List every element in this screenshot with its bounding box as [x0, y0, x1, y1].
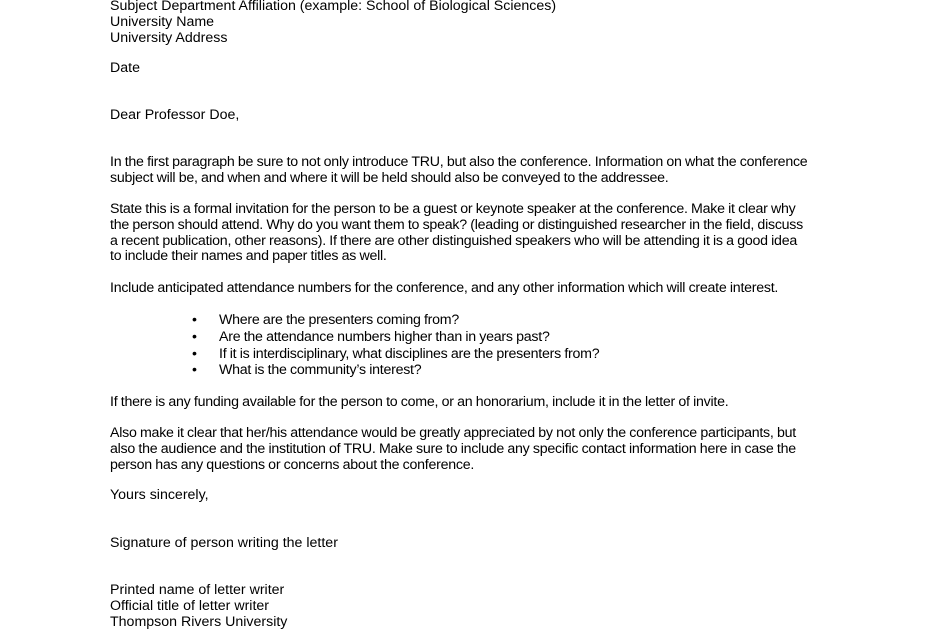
- paragraph-line: subject will be, and when and where it will be held should also be conveyed to the addressee.: [110, 169, 669, 186]
- paragraph-line: also the audience and the institution of TRU. Make sure to include any specific contact information here in case the: [110, 440, 796, 457]
- signer-official-title: Official title of letter writer: [110, 597, 269, 614]
- paragraph-line: a recent publication, other reasons). If there are other distinguished speakers who will be attending it is a good idea: [110, 232, 797, 249]
- paragraph-line: If there is any funding available for the person to come, or an honorarium, include it in the letter of invite.: [110, 394, 729, 410]
- list-item: [110, 329, 830, 346]
- signer-block: [110, 583, 287, 630]
- paragraph-line: to include their names and paper titles as well.: [110, 248, 387, 265]
- bullet-icon: •: [192, 362, 197, 379]
- paragraph-line: person has any questions or concerns about the conference.: [110, 456, 475, 473]
- paragraph-attendance: [110, 281, 778, 297]
- recipient-block: [110, 0, 556, 46]
- signature-line: Signature of person writing the letter: [110, 535, 338, 551]
- paragraph-line: In the first paragraph be sure to not only introduce TRU, but also the conference. Information on what the conference: [110, 154, 808, 170]
- signer-institution: Thompson Rivers University: [110, 613, 288, 630]
- interest-bullet-list: [110, 312, 830, 379]
- recipient-university-address: University Address: [110, 29, 228, 46]
- signer-printed-name: Printed name of letter writer: [110, 582, 285, 598]
- list-item-text: Where are the presenters coming from?: [219, 312, 460, 328]
- list-item: [110, 362, 830, 379]
- list-item: [110, 346, 830, 363]
- paragraph-line: Include anticipated attendance numbers for the conference, and any other information which will create interest.: [110, 280, 779, 296]
- salutation: Dear Professor Doe,: [110, 107, 240, 123]
- paragraph-line: State this is a formal invitation for the person to be a guest or keynote speaker at the conference. Make it clear why: [110, 201, 796, 217]
- list-item-text: Are the attendance numbers higher than in years past?: [219, 328, 550, 345]
- recipient-university-name: University Name: [110, 13, 215, 30]
- bullet-icon: •: [192, 312, 197, 328]
- paragraph-funding: [110, 395, 728, 411]
- letter-date: Date: [110, 60, 140, 76]
- paragraph-line: Also make it clear that her/his attendance would be greatly appreciated by not only the conference participants, but: [110, 425, 796, 441]
- bullet-icon: •: [192, 345, 197, 362]
- list-item-text: What is the community’s interest?: [219, 362, 422, 379]
- paragraph-line: the person should attend. Why do you want them to speak? (leading or distinguished researcher in the field, discuss: [110, 216, 803, 233]
- closing: Yours sincerely,: [110, 487, 209, 503]
- recipient-department: Subject Department Affiliation (example: School of Biological Sciences): [110, 0, 557, 14]
- paragraph-appreciation: [110, 426, 796, 473]
- list-item-text: If it is interdisciplinary, what disciplines are the presenters from?: [219, 345, 600, 362]
- paragraph-introduction: [110, 155, 807, 187]
- bullet-icon: •: [192, 328, 197, 345]
- list-item: [110, 312, 830, 329]
- paragraph-invitation: [110, 202, 803, 265]
